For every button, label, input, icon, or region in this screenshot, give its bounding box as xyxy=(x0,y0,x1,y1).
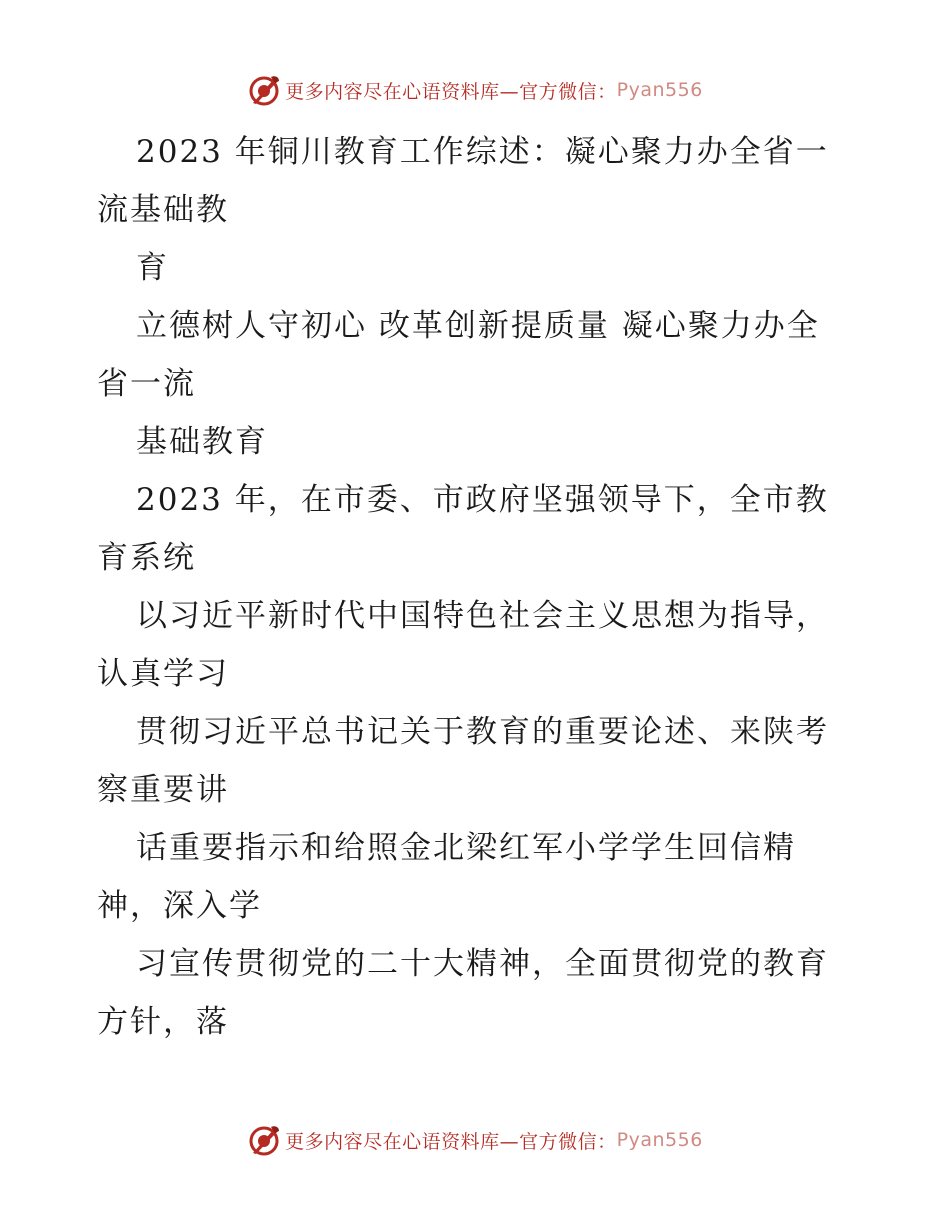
header-wechat-id: Pyan556 xyxy=(616,79,703,101)
paragraph-line: 认真学习 xyxy=(97,656,229,692)
header-banner-text: 更多内容尽在心语资料库—官方微信： xyxy=(285,80,617,103)
paragraph-line: 方针，落 xyxy=(97,1004,229,1040)
title-line-1: 2023 年铜川教育工作综述：凝心聚力办全省一 xyxy=(136,134,829,170)
quill-pen-logo-icon xyxy=(247,1123,281,1157)
footer-wechat-id: Pyan556 xyxy=(616,1129,703,1151)
paragraph-line: 以习近平新时代中国特色社会主义思想为指导， xyxy=(136,598,829,634)
subtitle-line-2: 省一流 xyxy=(97,366,196,402)
paragraph-line: 话重要指示和给照金北梁红军小学学生回信精 xyxy=(136,830,796,866)
subtitle-line-3: 基础教育 xyxy=(136,424,268,460)
subtitle-line-1: 立德树人守初心 改革创新提质量 凝心聚力办全 xyxy=(136,308,820,344)
paragraph-line: 2023 年，在市委、市政府坚强领导下，全市教 xyxy=(136,482,829,518)
title-line-2: 流基础教 xyxy=(97,192,229,228)
header-banner xyxy=(0,70,950,110)
paragraph-line: 习宣传贯彻党的二十大精神，全面贯彻党的教育 xyxy=(136,946,829,982)
paragraph-line: 贯彻习近平总书记关于教育的重要论述、来陕考 xyxy=(136,714,829,750)
document-body xyxy=(97,123,887,1051)
paragraph-line: 育系统 xyxy=(97,540,196,576)
paragraph-line: 察重要讲 xyxy=(97,772,229,808)
quill-pen-logo-icon xyxy=(247,73,281,107)
paragraph-line: 神，深入学 xyxy=(97,888,262,924)
footer-banner xyxy=(0,1120,950,1160)
footer-banner-text: 更多内容尽在心语资料库—官方微信： xyxy=(285,1130,617,1153)
title-line-3: 育 xyxy=(136,250,169,286)
